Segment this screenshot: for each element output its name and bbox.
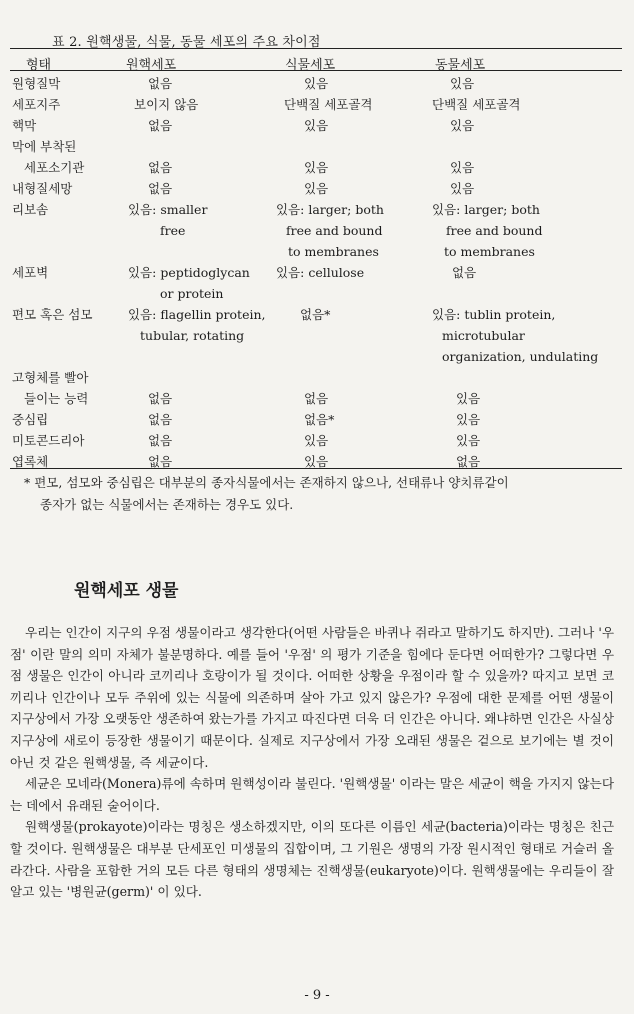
cell-plant: 단백질 세포골격 bbox=[284, 97, 373, 112]
cell-prokaryote: 없음 bbox=[148, 160, 173, 175]
cell-prokaryote: 없음 bbox=[148, 181, 173, 196]
row-label: 막에 부착된 bbox=[12, 139, 77, 154]
cell-animal: microtubular bbox=[442, 328, 525, 343]
cell-animal: 있음 bbox=[450, 160, 475, 175]
cell-prokaryote: 있음: peptidoglycan bbox=[128, 265, 250, 280]
row-label: 내형질세망 bbox=[12, 181, 73, 196]
table-caption: 표 2. 원핵생물, 식물, 동물 세포의 주요 차이점 bbox=[52, 35, 321, 50]
cell-animal: free and bound bbox=[446, 223, 543, 238]
cell-animal: 있음 bbox=[456, 412, 481, 427]
table-top-rule bbox=[10, 48, 622, 49]
cell-prokaryote: or protein bbox=[160, 286, 224, 301]
cell-animal: 있음: larger; both bbox=[432, 202, 540, 217]
cell-animal: 있음 bbox=[456, 433, 481, 448]
cell-prokaryote: free bbox=[160, 223, 186, 238]
cell-plant: free and bound bbox=[286, 223, 383, 238]
cell-animal: 없음 bbox=[452, 265, 477, 280]
row-label: 세포지주 bbox=[12, 97, 61, 112]
cell-prokaryote: tubular, rotating bbox=[140, 328, 245, 343]
cell-prokaryote: 없음 bbox=[148, 76, 173, 91]
cell-prokaryote: 있음: flagellin protein, bbox=[128, 307, 266, 322]
row-label: 원형질막 bbox=[12, 76, 61, 91]
cell-animal: 단백질 세포골격 bbox=[432, 97, 521, 112]
cell-prokaryote: 없음 bbox=[148, 412, 173, 427]
row-label: 들이는 능력 bbox=[24, 391, 89, 406]
page-number: - 9 - bbox=[304, 988, 330, 1003]
cell-animal: 있음 bbox=[450, 181, 475, 196]
row-label: 미토콘드리아 bbox=[12, 433, 85, 448]
cell-plant: 있음 bbox=[304, 118, 329, 133]
table-bottom-rule bbox=[10, 468, 622, 469]
cell-animal: organization, undulating bbox=[442, 349, 599, 364]
cell-animal: 있음: tublin protein, bbox=[432, 307, 556, 322]
row-label: 편모 혹은 섬모 bbox=[12, 307, 93, 322]
row-label: 엽록체 bbox=[12, 454, 49, 469]
cell-plant: 있음 bbox=[304, 454, 329, 469]
cell-plant: 있음 bbox=[304, 160, 329, 175]
footnote-line: 종자가 없는 식물에서는 존재하는 경우도 있다. bbox=[40, 497, 294, 512]
cell-plant: to membranes bbox=[288, 244, 379, 259]
cell-plant: 없음* bbox=[304, 412, 335, 427]
cell-plant: 있음 bbox=[304, 76, 329, 91]
header-rule bbox=[10, 70, 622, 71]
cell-plant: 있음: cellulose bbox=[276, 265, 365, 280]
col-header-form: 형태 bbox=[26, 58, 52, 73]
cell-plant: 있음: larger; both bbox=[276, 202, 384, 217]
col-header-plant: 식물세포 bbox=[285, 58, 336, 73]
section-title: 원핵세포 생물 bbox=[74, 581, 179, 601]
footnote-line: * 편모, 섬모와 중심립은 대부분의 종자식물에서는 존재하지 않으나, 선태류나 양치류같이 bbox=[24, 475, 509, 490]
cell-prokaryote: 없음 bbox=[148, 118, 173, 133]
row-label: 고형체를 빨아 bbox=[12, 370, 89, 385]
cell-animal: 있음 bbox=[450, 118, 475, 133]
cell-animal: to membranes bbox=[444, 244, 535, 259]
row-label: 리보솜 bbox=[12, 202, 49, 217]
cell-plant: 있음 bbox=[304, 433, 329, 448]
row-label: 핵막 bbox=[12, 118, 37, 133]
table-footnote bbox=[24, 472, 624, 516]
cell-plant: 없음* bbox=[300, 307, 331, 322]
row-label: 세포벽 bbox=[12, 265, 49, 280]
paragraph: 세균은 모네라(Monera)류에 속하며 원핵성이라 불린다. '원핵생물' 이라는 말은 세균이 핵을 가지지 않는다는 데에서 유래된 술어이다. bbox=[10, 776, 614, 813]
row-label: 세포소기관 bbox=[24, 160, 85, 175]
paragraph: 원핵생물(prokayote)이라는 명칭은 생소하겠지만, 이의 또다른 이름인 세균(bacteria)이라는 명칭은 친근할 것이다. 원핵생물은 대부분 단세포인 미생물의 집합이며, 그 기원은 생명의 가장 원시적인 형태로 거슬러 올라간다. 사람을 포함한 거의 모든 다른 형태의 생명체는 진핵생물(eukaryote)이다. 원핵생물에는 우리들이 잘 알고 있는 '병원균(germ)' 이 있다. bbox=[10, 819, 614, 900]
paragraph: 우리는 인간이 지구의 우점 생물이라고 생각한다(어떤 사람들은 바퀴나 쥐라고 말하기도 하지만). 그러나 '우점' 이란 말의 의미 자체가 불분명하다. 예를 들어 '우점' 의 평가 기준을 힘에다 둔다면 어떠한가? 그렇다면 우점 생물은 인간이 아니라 코끼리나 호랑이가 될 것이다. 어떠한 상황을 우점이라 할 수 있을까? 따지고 보면 코끼리나 인간이나 모두 주위에 있는 식물에 의존하며 살아 가고 있지 않은가? 우점에 대한 문제를 어떤 생물이 지구상에서 가장 오랫동안 생존하여 왔는가를 가지고 따진다면 더욱 더 인간은 아니다. 왜냐하면 인간은 사실상 지구상에 새로이 등장한 생물이기 때문이다. 실제로 지구상에서 가장 오래된 생물은 겉으로 보기에는 별 것이 아닌 것 같은 원핵생물, 즉 세균이다. bbox=[10, 625, 614, 770]
row-label: 중심립 bbox=[12, 412, 49, 427]
cell-animal: 있음 bbox=[456, 391, 481, 406]
cell-prokaryote: 없음 bbox=[148, 454, 173, 469]
cell-animal: 없음 bbox=[456, 454, 481, 469]
cell-plant: 있음 bbox=[304, 181, 329, 196]
cell-plant: 없음 bbox=[304, 391, 329, 406]
cell-prokaryote: 없음 bbox=[148, 433, 173, 448]
body-text bbox=[10, 622, 614, 903]
cell-animal: 있음 bbox=[450, 76, 475, 91]
col-header-animal: 동물세포 bbox=[435, 58, 486, 73]
cell-prokaryote: 보이지 않음 bbox=[134, 97, 199, 112]
cell-prokaryote: 없음 bbox=[148, 391, 173, 406]
cell-prokaryote: 있음: smaller bbox=[128, 202, 208, 217]
col-header-prokaryote: 원핵세포 bbox=[126, 58, 177, 73]
